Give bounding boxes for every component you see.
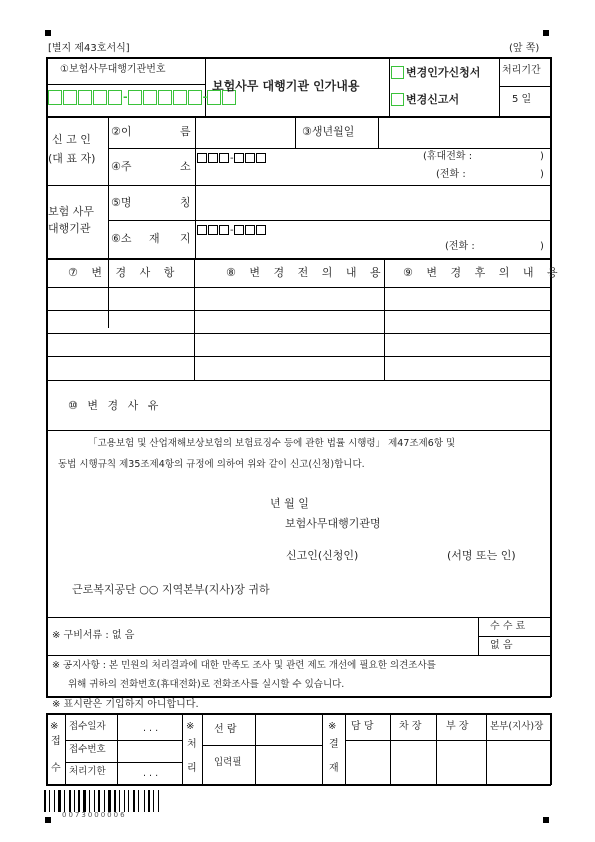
fee-label: 수 수 료 [490,621,526,632]
approver-deputy: 차 장 [399,721,422,732]
agency-phone-close: ) [540,241,544,252]
change-items-header: ⑦ 변 경 사 항 [68,266,180,279]
processing-mark: ※ [186,721,195,732]
approver-manager: 부 장 [446,721,469,732]
change-reason-field[interactable] [194,382,549,428]
name-label-end: 름 [180,125,191,138]
office-use-note: ※ 표시란은 기입하지 아니합니다. [52,699,199,710]
input-done-label: 입력필 [214,757,242,768]
before-change-header: ⑧ 변 경 전 의 내 용 [226,266,386,279]
agency-postal-code-boxes[interactable]: - [197,223,267,236]
barcode-caption: 0073000006 [62,811,127,819]
registration-mark [45,30,51,36]
location-label-end: 지 [180,232,191,245]
receipt-date-dots: . . . [143,723,159,734]
form-title: 보험사무 대행기관 인가내용 [212,79,360,93]
selection-label: 선 람 [214,724,237,735]
change-rows-area[interactable] [47,288,550,380]
mobile-phone-label: (휴대전화 : [423,151,473,162]
receipt-date-label: 접수일자 [69,721,106,732]
reporter-section-label: 신 고 인 [52,133,91,146]
change-reason-label: ⑩ 변 경 사 유 [68,399,162,412]
declaration-date: 년 월 일 [270,497,309,510]
address-label-end: 소 [180,160,191,173]
change-application-label: 변경인가신청서 [406,66,481,79]
company-name-label: ⑤명 [111,196,132,209]
company-name-field[interactable] [196,187,549,219]
barcode [44,790,190,812]
registration-number-boxes[interactable]: - - [48,90,237,105]
approval-mark: ※ [328,721,337,732]
agency-name-label: 보험사무대행기관명 [285,517,381,530]
notice-line-1: ※ 공지사항 : 본 민원의 처리결과에 대한 만족도 조사 및 관련 제도 개선에 필요한 의견조사를 [52,660,436,671]
approval-label-1: 결 [329,739,339,750]
agency-section-sublabel: 대행기관 [48,222,91,235]
registration-number-label: ①보험사무대행기관번호 [60,64,166,75]
page-side: (앞 쪽) [509,43,540,54]
name-field[interactable] [196,118,294,147]
address-label: ④주 [111,160,132,173]
company-name-label-end: 칭 [180,196,191,209]
processing-period-label: 처리기간 [502,65,541,76]
processing-label-1: 처 [187,739,197,750]
name-label: ②이 [111,125,132,138]
change-application-checkbox[interactable] [391,66,404,79]
applicant-label: 신고인(신청인) [286,549,359,562]
phone-close: ) [540,169,544,180]
deadline-label: 처리기한 [69,766,106,777]
processing-period-value: 5 일 [512,94,532,105]
registration-mark [45,817,51,823]
reception-label-1: 접 [51,736,61,747]
receipt-number-label: 접수번호 [69,744,106,755]
birthdate-label: ③생년월일 [302,125,355,138]
location-label: ⑥소 [111,232,132,245]
form-number: [별지 제43호서식] [48,43,130,54]
reporter-section-sublabel: (대 표 자) [48,152,96,165]
approver-staff: 담 당 [351,721,374,732]
approval-label-2: 재 [329,763,339,774]
deadline-dots: . . . [143,768,159,779]
change-report-label: 변경신고서 [406,93,460,106]
approver-head: 본부(지사)장 [490,721,544,732]
notice-line-2: 위해 귀하의 전화번호(휴대전화)로 전화조사를 실시할 수 있습니다. [68,679,345,690]
mobile-phone-close: ) [540,151,544,162]
registration-mark [543,817,549,823]
postal-code-boxes[interactable]: - [197,151,267,164]
declaration-line-2: 동법 시행규칙 제35조제4항의 규정에 의하여 위와 같이 신고(신청)합니다. [58,459,365,470]
agency-phone-label: (전화 : [445,241,475,252]
reception-label-2: 수 [51,763,61,774]
change-report-checkbox[interactable] [391,93,404,106]
declaration-line-1: 「고용보험 및 산업재해보상보험의 보험료징수 등에 관한 법률 시행령」 제47조제6항 및 [88,438,456,449]
birthdate-field[interactable] [379,118,549,147]
after-change-header: ⑨ 변 경 후 의 내 용 [403,266,563,279]
phone-label: (전화 : [436,169,466,180]
location-label-mid: 재 [149,232,160,245]
agency-section-label: 보험 사무 [48,205,95,218]
fee-value: 없 음 [490,640,513,651]
required-documents: ※ 구비서류 : 없 음 [52,630,135,641]
reception-mark: ※ [50,721,59,732]
signature-label: (서명 또는 인) [447,549,516,562]
processing-label-2: 리 [187,763,197,774]
addressee: 근로복지공단 ○○ 지역본부(지사)장 귀하 [72,583,270,596]
registration-mark [543,30,549,36]
